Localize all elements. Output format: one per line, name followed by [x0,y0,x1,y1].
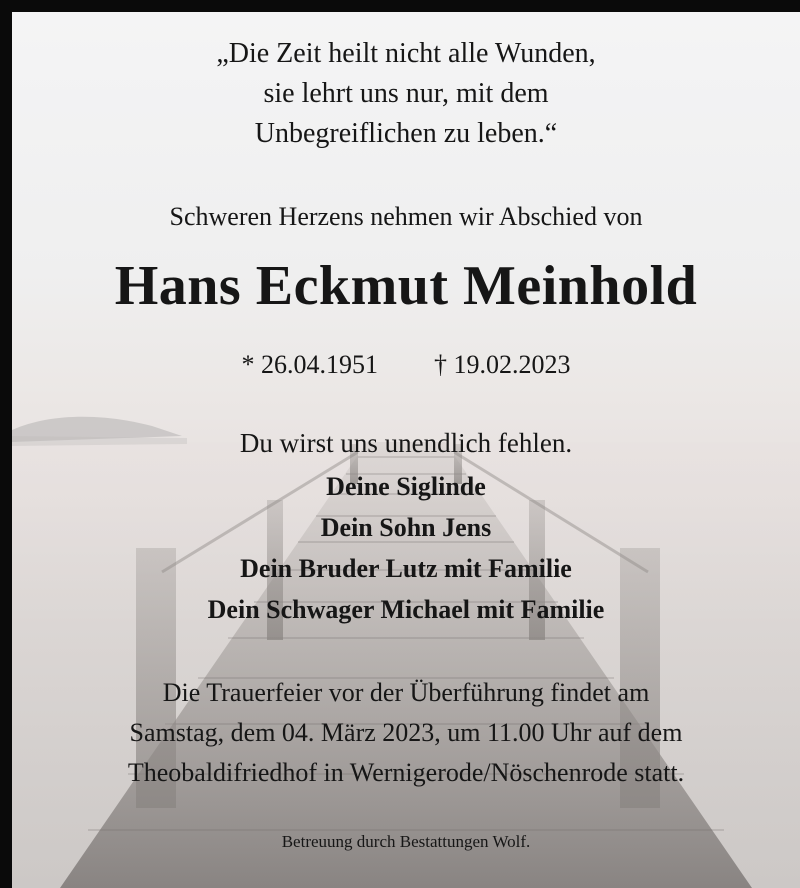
farewell-message: Du wirst uns unendlich fehlen. [239,428,573,458]
service-line-1: Die Trauerfeier vor der Überführung findet am [162,678,650,707]
life-dates [12,350,800,380]
farewell-intro: Schweren Herzens nehmen wir Abschied von [169,202,643,231]
deceased-name: Hans Eckmut Meinhold [114,255,698,317]
quote-line-3: Unbegreiflichen zu leben.“ [254,118,558,149]
mourner-3: Dein Bruder Lutz mit Familie [240,554,572,583]
mourner-2: Dein Sohn Jens [320,513,492,542]
service-line-3: Theobaldifriedhof in Wernigerode/Nöschenrode statt. [127,758,685,787]
death-date: † 19.02.2023 [434,350,571,379]
funeral-home-credit: Betreuung durch Bestattungen Wolf. [281,832,531,851]
mourner-1: Deine Siglinde [326,472,486,501]
birth-date: * 26.04.1951 [241,350,378,379]
quote-line-1: „Die Zeit heilt nicht alle Wunden, [216,38,596,69]
mourner-4: Dein Schwager Michael mit Familie [207,595,605,624]
quote-line-2: sie lehrt uns nur, mit dem [263,78,549,109]
obituary-notice [12,12,800,888]
service-line-2: Samstag, dem 04. März 2023, um 11.00 Uhr auf dem [129,718,683,747]
